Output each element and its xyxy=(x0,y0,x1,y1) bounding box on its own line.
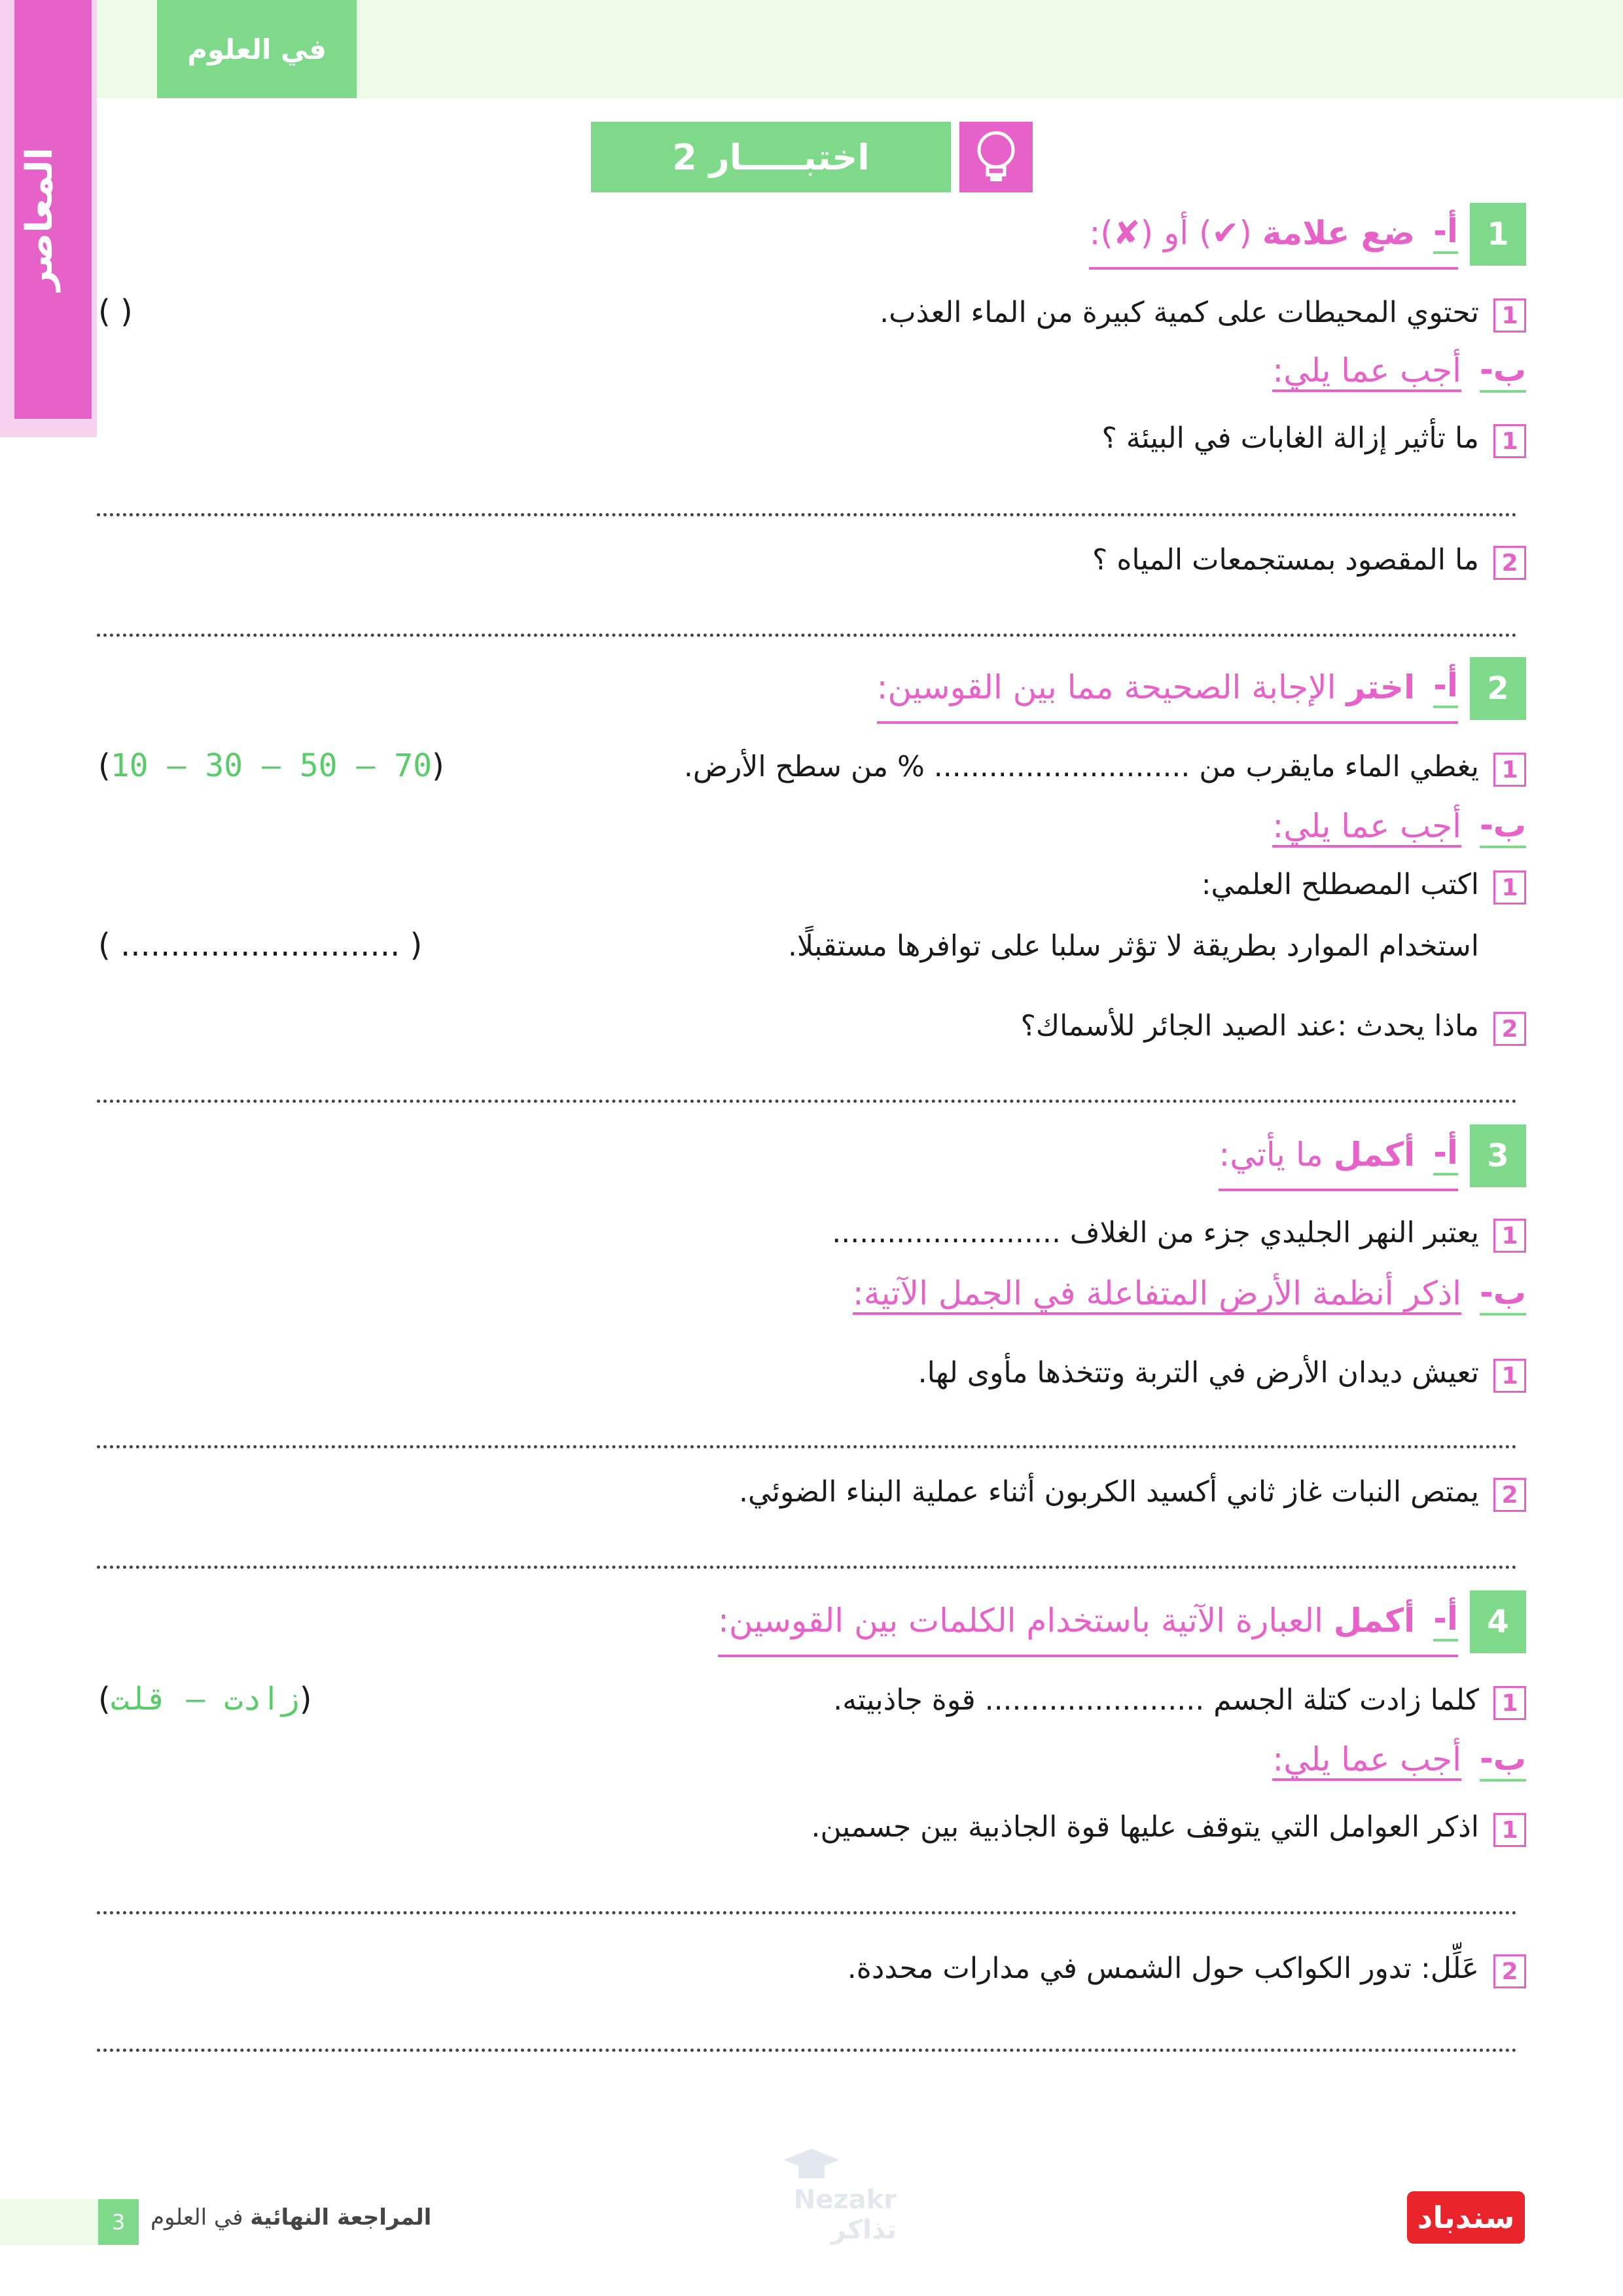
question-number: 2 xyxy=(1493,1478,1526,1512)
part-letter: أ- xyxy=(1433,1600,1458,1641)
lightbulb-icon xyxy=(959,122,1033,192)
section-number-2: 2 xyxy=(1470,657,1526,720)
section-number-1: 1 xyxy=(1470,203,1526,266)
heading-label: أجب عما يلي: xyxy=(1272,807,1461,848)
question-number: 1 xyxy=(1493,424,1526,458)
part-letter: ب- xyxy=(1480,1740,1526,1782)
question-number: 1 xyxy=(1493,1813,1526,1847)
graduation-cap-icon xyxy=(782,2145,841,2185)
choices-values: 70 – 50 – 30 – 10 xyxy=(110,747,433,784)
question-text: اكتب المصطلح العلمي: xyxy=(1201,868,1479,901)
question-text: اذكر العوامل التي يتوقف عليها قوة الجاذبية بين جسمين. xyxy=(811,1810,1479,1844)
question-number: 2 xyxy=(1493,546,1526,580)
question-text: تحتوي المحيطات على كمية كبيرة من الماء العذب. xyxy=(880,296,1479,329)
watermark-logo xyxy=(726,2114,897,2245)
choices-values: زادت – قلت xyxy=(110,1681,300,1717)
section-1-part-b-heading xyxy=(1272,340,1526,406)
heading-rest: العبارة الآتية باستخدام الكلمات بين القوسين: xyxy=(718,1602,1334,1640)
page-number: 3 xyxy=(98,2199,139,2245)
choices: (70 – 50 – 30 – 10) xyxy=(98,747,444,784)
question-number: 1 xyxy=(1493,298,1526,332)
heading-rest: ما يأتي: xyxy=(1219,1136,1334,1174)
answer-line[interactable] xyxy=(97,1566,1517,1569)
heading-rest: الإجابة الصحيحة مما بين القوسين: xyxy=(876,668,1347,706)
section-number-4: 4 xyxy=(1470,1590,1526,1653)
section-1-part-a-heading xyxy=(1089,202,1458,270)
question-number: 1 xyxy=(1493,1359,1526,1393)
question-text xyxy=(847,1952,1479,1985)
footer-title-bold: المراجعة النهائية xyxy=(250,2204,432,2231)
answer-line[interactable] xyxy=(97,1100,1517,1103)
question-number: 1 xyxy=(1493,1686,1526,1720)
question-text: تعيش ديدان الأرض في التربة وتتخذها مأوى لها. xyxy=(918,1356,1479,1390)
question-body: تدور الكواكب حول الشمس في مدارات محددة. xyxy=(847,1952,1412,1985)
section-4-part-a-heading xyxy=(718,1589,1458,1657)
question-text: ما المقصود بمستجمعات المياه ؟ xyxy=(1092,543,1479,577)
heading-label: اذكر أنظمة الأرض المتفاعلة في الجمل الآتية: xyxy=(853,1274,1461,1315)
section-2-part-b-heading xyxy=(1272,796,1526,861)
heading-label: أجب عما يلي: xyxy=(1272,1740,1461,1781)
brand-logo: سندباد xyxy=(1407,2191,1525,2244)
side-brand-text: المعاصر xyxy=(18,147,61,291)
answer-box[interactable]: ( ............................ ) xyxy=(98,927,423,963)
answer-line[interactable] xyxy=(97,1445,1517,1448)
answer-line[interactable] xyxy=(97,634,1517,637)
answer-line[interactable] xyxy=(97,2049,1517,2052)
question-number: 1 xyxy=(1493,1219,1526,1253)
answer-line[interactable] xyxy=(97,1911,1517,1914)
choices: (زادت – قلت) xyxy=(98,1681,312,1717)
section-3-part-b-heading xyxy=(853,1263,1526,1329)
question-text: يعتبر النهر الجليدي جزء من الغلاف ......................... xyxy=(832,1216,1479,1249)
heading-bold: ضع علامة xyxy=(1262,214,1416,252)
question-text: ماذا يحدث :عند الصيد الجائر للأسماك؟ xyxy=(1020,1009,1479,1043)
part-letter: ب- xyxy=(1480,351,1526,393)
part-letter: ب- xyxy=(1480,806,1526,848)
question-prefix: عَلِّل: xyxy=(1421,1952,1479,1985)
question-number: 1 xyxy=(1493,870,1526,905)
answer-box[interactable]: ( ) xyxy=(98,293,133,330)
part-letter: ب- xyxy=(1480,1274,1526,1316)
subject-label: في العلوم xyxy=(157,0,357,98)
section-number-3: 3 xyxy=(1470,1124,1526,1187)
part-letter: أ- xyxy=(1433,212,1458,254)
heading-bold: اختر xyxy=(1346,668,1416,706)
section-3-part-a-heading xyxy=(1219,1123,1458,1191)
question-text: يغطي الماء مايقرب من ............................ % من سطح الأرض. xyxy=(683,750,1479,783)
question-number: 1 xyxy=(1493,753,1526,787)
section-2-part-a-heading xyxy=(877,656,1458,724)
question-text: يمتص النبات غاز ثاني أكسيد الكربون أثناء عملية البناء الضوئي. xyxy=(739,1475,1479,1509)
question-number: 2 xyxy=(1493,1954,1526,1988)
answer-line[interactable] xyxy=(97,513,1517,516)
question-subtext: استخدام الموارد بطريقة لا تؤثر سلبا على توافرها مستقبلًا. xyxy=(788,929,1479,963)
question-text: كلما زادت كتلة الجسم ........................ قوة جاذبيته. xyxy=(833,1683,1479,1717)
heading-bold: أكمل xyxy=(1333,1602,1416,1640)
question-number: 2 xyxy=(1493,1012,1526,1046)
heading-label: أجب عما يلي: xyxy=(1272,351,1461,392)
part-letter: أ- xyxy=(1433,666,1458,708)
heading-rest: (✔) أو (✘): xyxy=(1089,214,1262,252)
footer-title xyxy=(151,2204,431,2231)
question-text: ما تأثير إزالة الغابات في البيئة ؟ xyxy=(1101,422,1479,455)
watermark-text: Nezakr تذاكر xyxy=(793,2185,897,2245)
part-letter: أ- xyxy=(1433,1134,1458,1175)
quiz-title: اختبـــــار 2 xyxy=(591,122,951,192)
section-4-part-b-heading xyxy=(1272,1729,1526,1795)
heading-bold: أكمل xyxy=(1333,1136,1416,1174)
footer-band xyxy=(0,2199,98,2245)
footer-title-rest: في العلوم xyxy=(151,2204,251,2231)
